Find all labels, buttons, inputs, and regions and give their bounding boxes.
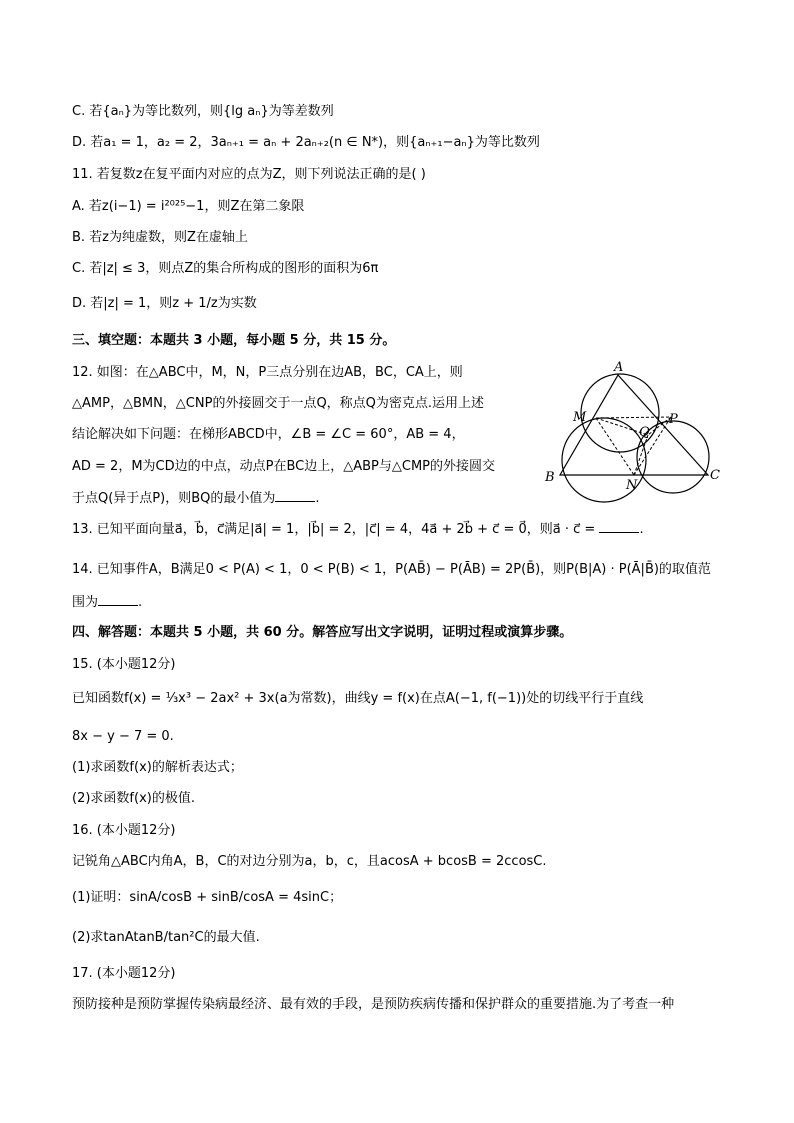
label-q: Q	[639, 425, 650, 440]
question-15-line-2: 8x − y − 7 = 0.	[72, 729, 174, 744]
question-16-line-1: 记锐角△ABC内角A，B，C的对边分别为a，b，c，且acosA + bcosB = 2ccosC.	[72, 854, 547, 869]
label-b: B	[545, 470, 555, 485]
question-14-line-1: 14. 已知事件A，B满足0 < P(A) < 1，0 < P(B) < 1，P(AB̄) − P(ĀB) = 2P(B̄)，则P(B|A) · P(Ā|B̄)的取值范	[72, 562, 711, 577]
circle-amp	[581, 374, 659, 452]
question-16-part-1: (1)证明：sinA/cosB + sinB/cosA = 4sinC；	[72, 890, 343, 905]
question-15-header: 15. (本小题12分)	[72, 657, 176, 672]
line-2: D. 若a₁ = 1，a₂ = 2，3aₙ₊₁ = aₙ + 2aₙ₊₂(n ∈ N*)，则{aₙ₊₁−aₙ}为等比数列	[72, 135, 540, 150]
section-3-heading: 三、填空题：本题共 3 小题，每小题 5 分，共 15 分。	[72, 333, 396, 348]
option-11b: B. 若z为纯虚数，则Z在虚轴上	[72, 230, 248, 245]
segment-mp	[596, 417, 671, 418]
segment-pq	[648, 417, 671, 435]
label-a: A	[614, 360, 624, 375]
question-16-part-2: (2)求tanAtanB/tan²C的最大值.	[72, 930, 260, 945]
triangle-abc	[560, 375, 708, 475]
section-4-heading: 四、解答题：本题共 5 小题，共 60 分。解答应写出文字说明，证明过程或演算步骤。	[72, 625, 573, 640]
line-1: C. 若{aₙ}为等比数列，则{lg aₙ}为等差数列	[72, 104, 334, 119]
question-15-line-1: 已知函数f(x) = ⅓x³ − 2ax² + 3x(a为常数)，曲线y = f(x)在点A(−1, f(−1))处的切线平行于直线	[72, 691, 644, 706]
question-16-header: 16. (本小题12分)	[72, 823, 176, 838]
miquel-figure	[530, 355, 730, 505]
option-11a: A. 若z(i−1) = i²⁰²⁵−1，则Z在第二象限	[72, 199, 305, 214]
option-11c: C. 若|z| ≤ 3，则点Z的集合所构成的图形的面积为6π	[72, 261, 379, 276]
question-12-line-5: 于点Q(异于点P)，则BQ的最小值为 .	[72, 491, 320, 506]
label-n: N	[626, 478, 638, 493]
question-17-header: 17. (本小题12分)	[72, 966, 176, 981]
question-13: 13. 已知平面向量a⃗，b⃗，c⃗满足|a⃗| = 1，|b⃗| = 2，|c⃗| = 4，4a⃗ + 2b⃗ + c⃗ = 0⃗，则a⃗ · c⃗ = .	[72, 522, 644, 537]
label-m: M	[573, 410, 587, 425]
question-15-part-2: (2)求函数f(x)的极值.	[72, 791, 195, 806]
question-12-line-4: AD = 2，M为CD边的中点，动点P在BC边上，△ABP与△CMP的外接圆交	[72, 459, 496, 474]
segment-mn	[596, 418, 634, 475]
question-12-line-1: 12. 如图：在△ABC中，M，N，P三点分别在边AB，BC，CA上，则	[72, 365, 463, 380]
label-c: C	[710, 468, 720, 483]
question-14-line-2: 围为 .	[72, 595, 143, 610]
option-11d: D. 若|z| = 1，则z + 1/z为实数	[72, 296, 257, 311]
question-15-part-1: (1)求函数f(x)的解析表达式；	[72, 760, 243, 775]
label-p: P	[669, 412, 678, 427]
question-11: 11. 若复数z在复平面内对应的点为Z，则下列说法正确的是( )	[72, 167, 426, 182]
question-12-line-2: △AMP，△BMN，△CNP的外接圆交于一点Q，称点Q为密克点.运用上述	[72, 396, 485, 411]
question-12-line-3: 结论解决如下问题：在梯形ABCD中，∠B = ∠C = 60°，AB = 4，	[72, 427, 465, 442]
question-17-line-1: 预防接种是预防掌握传染病最经济、最有效的手段，是预防疾病传播和保护群众的重要措施.为了考查一种	[72, 997, 675, 1012]
